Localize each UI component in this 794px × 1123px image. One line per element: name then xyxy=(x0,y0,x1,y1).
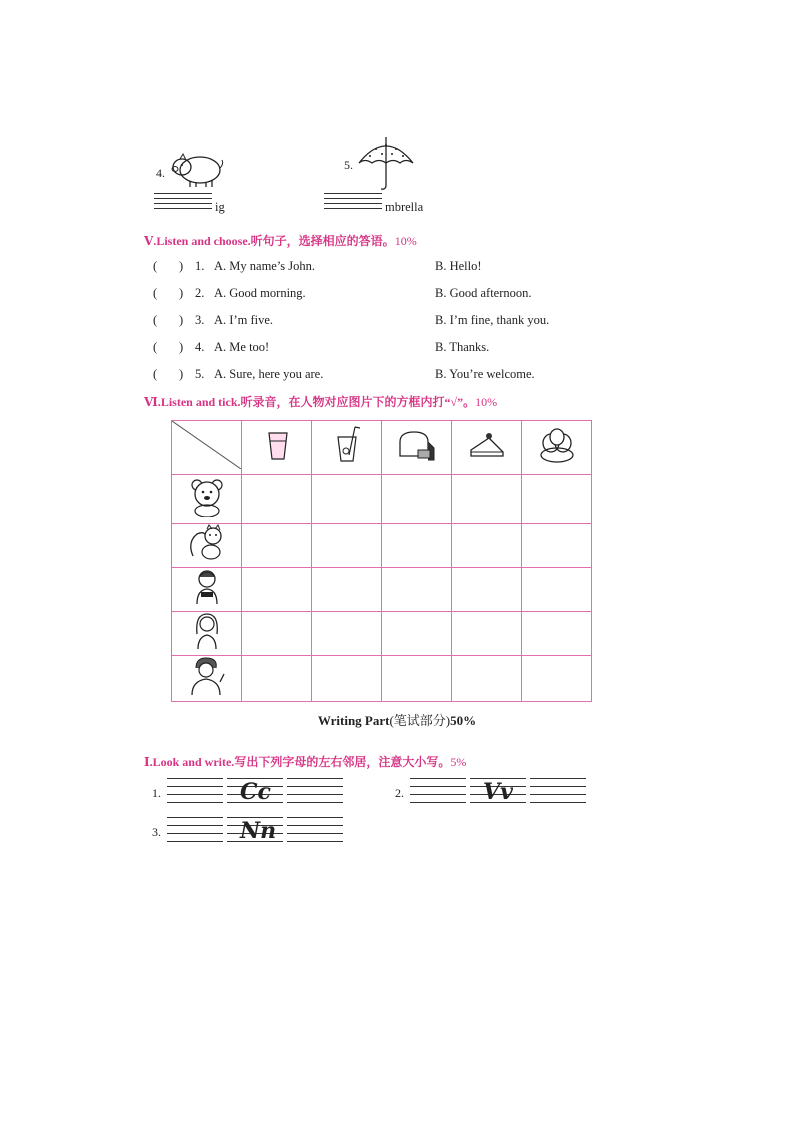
item-number: 1. xyxy=(152,786,161,800)
writing-line xyxy=(167,794,223,795)
section-numeral: Ⅴ. xyxy=(144,234,157,248)
writing-line xyxy=(167,833,223,834)
col-header xyxy=(312,421,382,475)
answer-bracket[interactable]: ( ) xyxy=(153,259,184,273)
option-b[interactable]: B. Good afternoon. xyxy=(435,286,532,300)
heading-cn: (笔试部分) xyxy=(389,713,451,728)
umbrella-icon xyxy=(356,135,416,191)
tick-cell[interactable] xyxy=(522,656,592,702)
writing-line xyxy=(530,778,586,779)
writing-line xyxy=(530,786,586,787)
tick-cell[interactable] xyxy=(382,475,452,524)
writing-line xyxy=(410,794,466,795)
pig-icon xyxy=(168,150,224,190)
squirrel-icon xyxy=(187,524,227,562)
option-a[interactable]: A. Sure, here you are. xyxy=(214,367,324,381)
corner-cell xyxy=(172,421,242,475)
writing-line xyxy=(287,802,343,803)
heading-en: Writing Part xyxy=(317,713,390,728)
answer-bracket[interactable]: ( ) xyxy=(153,340,184,354)
writing-line xyxy=(167,825,223,826)
question-number: 1. xyxy=(195,259,205,273)
writing-line xyxy=(167,778,223,779)
given-letter: Vv xyxy=(483,779,513,805)
tick-cell[interactable] xyxy=(312,568,382,612)
writing-line xyxy=(287,817,343,818)
writing-line xyxy=(530,802,586,803)
tick-cell[interactable] xyxy=(312,475,382,524)
option-b[interactable]: B. You’re welcome. xyxy=(435,367,535,381)
item-number: 3. xyxy=(152,825,161,839)
writing-line xyxy=(287,786,343,787)
word-suffix: mbrella xyxy=(385,200,424,214)
option-a[interactable]: A. I’m five. xyxy=(214,313,274,327)
given-letter: Cc xyxy=(240,779,271,805)
option-b[interactable]: B. I’m fine, thank you. xyxy=(435,313,550,327)
bread-icon xyxy=(396,428,438,462)
tick-cell[interactable] xyxy=(382,524,452,568)
row-header xyxy=(172,612,242,656)
writing-line xyxy=(530,794,586,795)
writing-heading xyxy=(0,710,794,729)
tick-cell[interactable] xyxy=(452,475,522,524)
girl-icon xyxy=(192,612,222,650)
col-header xyxy=(242,421,312,475)
writing-line xyxy=(287,794,343,795)
row-header xyxy=(172,475,242,524)
tick-cell[interactable] xyxy=(522,612,592,656)
bear-icon xyxy=(189,477,225,517)
tick-grid xyxy=(171,420,592,702)
question-number: 2. xyxy=(195,286,205,300)
section-numeral: Ⅵ. xyxy=(144,395,161,409)
section-1-title xyxy=(144,753,466,770)
writing-line xyxy=(167,841,223,842)
option-b[interactable]: B. Hello! xyxy=(435,259,482,273)
tick-cell[interactable] xyxy=(242,524,312,568)
writing-line xyxy=(410,786,466,787)
juice-glass-icon xyxy=(262,427,292,463)
tick-cell[interactable] xyxy=(382,612,452,656)
section-title-en: Listen and choose. xyxy=(156,234,251,248)
tick-cell[interactable] xyxy=(242,656,312,702)
writing-line xyxy=(287,825,343,826)
col-header xyxy=(452,421,522,475)
section-title-cn: 写出下列字母的左右邻居，注意大小写。 xyxy=(234,755,451,769)
writing-lines xyxy=(154,193,212,211)
question-number: 5. xyxy=(195,367,205,381)
col-header xyxy=(522,421,592,475)
tick-cell[interactable] xyxy=(452,656,522,702)
option-a[interactable]: A. Me too! xyxy=(214,340,270,354)
answer-bracket[interactable]: ( ) xyxy=(153,367,184,381)
writing-line xyxy=(287,841,343,842)
teacher-icon xyxy=(187,656,227,696)
section-score: 10% xyxy=(475,395,498,409)
given-letter: Nn xyxy=(240,818,277,844)
section-score: 10% xyxy=(394,234,417,248)
item-number: 4. xyxy=(156,166,165,180)
writing-line xyxy=(167,786,223,787)
tick-cell[interactable] xyxy=(452,612,522,656)
section-title-en: Listen and tick. xyxy=(160,395,241,409)
col-header xyxy=(382,421,452,475)
option-a[interactable]: A. My name’s John. xyxy=(214,259,316,273)
question-number: 3. xyxy=(195,313,205,327)
section-title-cn: 听录音，在人物对应图片下的方框内打“√”。 xyxy=(240,395,476,409)
answer-bracket[interactable]: ( ) xyxy=(153,286,184,300)
tick-cell[interactable] xyxy=(242,475,312,524)
tick-cell[interactable] xyxy=(522,524,592,568)
tick-cell[interactable] xyxy=(382,568,452,612)
item-number: 2. xyxy=(395,786,404,800)
option-a[interactable]: A. Good morning. xyxy=(214,286,306,300)
section-6-title xyxy=(144,393,497,410)
drink-straw-icon xyxy=(332,425,362,465)
writing-line xyxy=(287,778,343,779)
question-number: 4. xyxy=(195,340,205,354)
writing-line xyxy=(287,833,343,834)
tick-cell[interactable] xyxy=(452,524,522,568)
section-title-en: Look and write. xyxy=(152,755,235,769)
tick-cell[interactable] xyxy=(522,475,592,524)
word-suffix: ig xyxy=(215,200,225,214)
section-title-cn: 听句子，选择相应的答语。 xyxy=(250,234,395,248)
writing-lines xyxy=(324,193,382,211)
answer-bracket[interactable]: ( ) xyxy=(153,313,184,327)
eggs-icon xyxy=(537,425,577,465)
tick-cell[interactable] xyxy=(242,612,312,656)
writing-line xyxy=(167,817,223,818)
tick-cell[interactable] xyxy=(522,568,592,612)
tick-cell[interactable] xyxy=(242,568,312,612)
tick-cell[interactable] xyxy=(382,656,452,702)
boy-icon xyxy=(192,568,222,606)
row-header xyxy=(172,656,242,702)
option-b[interactable]: B. Thanks. xyxy=(435,340,490,354)
writing-line xyxy=(410,778,466,779)
section-5-title xyxy=(144,232,417,249)
row-header xyxy=(172,524,242,568)
writing-line xyxy=(167,802,223,803)
section-score: 5% xyxy=(450,755,467,769)
tick-cell[interactable] xyxy=(312,612,382,656)
item-number: 5. xyxy=(344,158,353,172)
writing-line xyxy=(410,802,466,803)
tick-cell[interactable] xyxy=(312,524,382,568)
row-header xyxy=(172,568,242,612)
heading-score: 50% xyxy=(450,713,477,728)
tick-cell[interactable] xyxy=(312,656,382,702)
section-numeral: Ⅰ. xyxy=(144,755,153,769)
cake-icon xyxy=(467,430,507,460)
tick-cell[interactable] xyxy=(452,568,522,612)
